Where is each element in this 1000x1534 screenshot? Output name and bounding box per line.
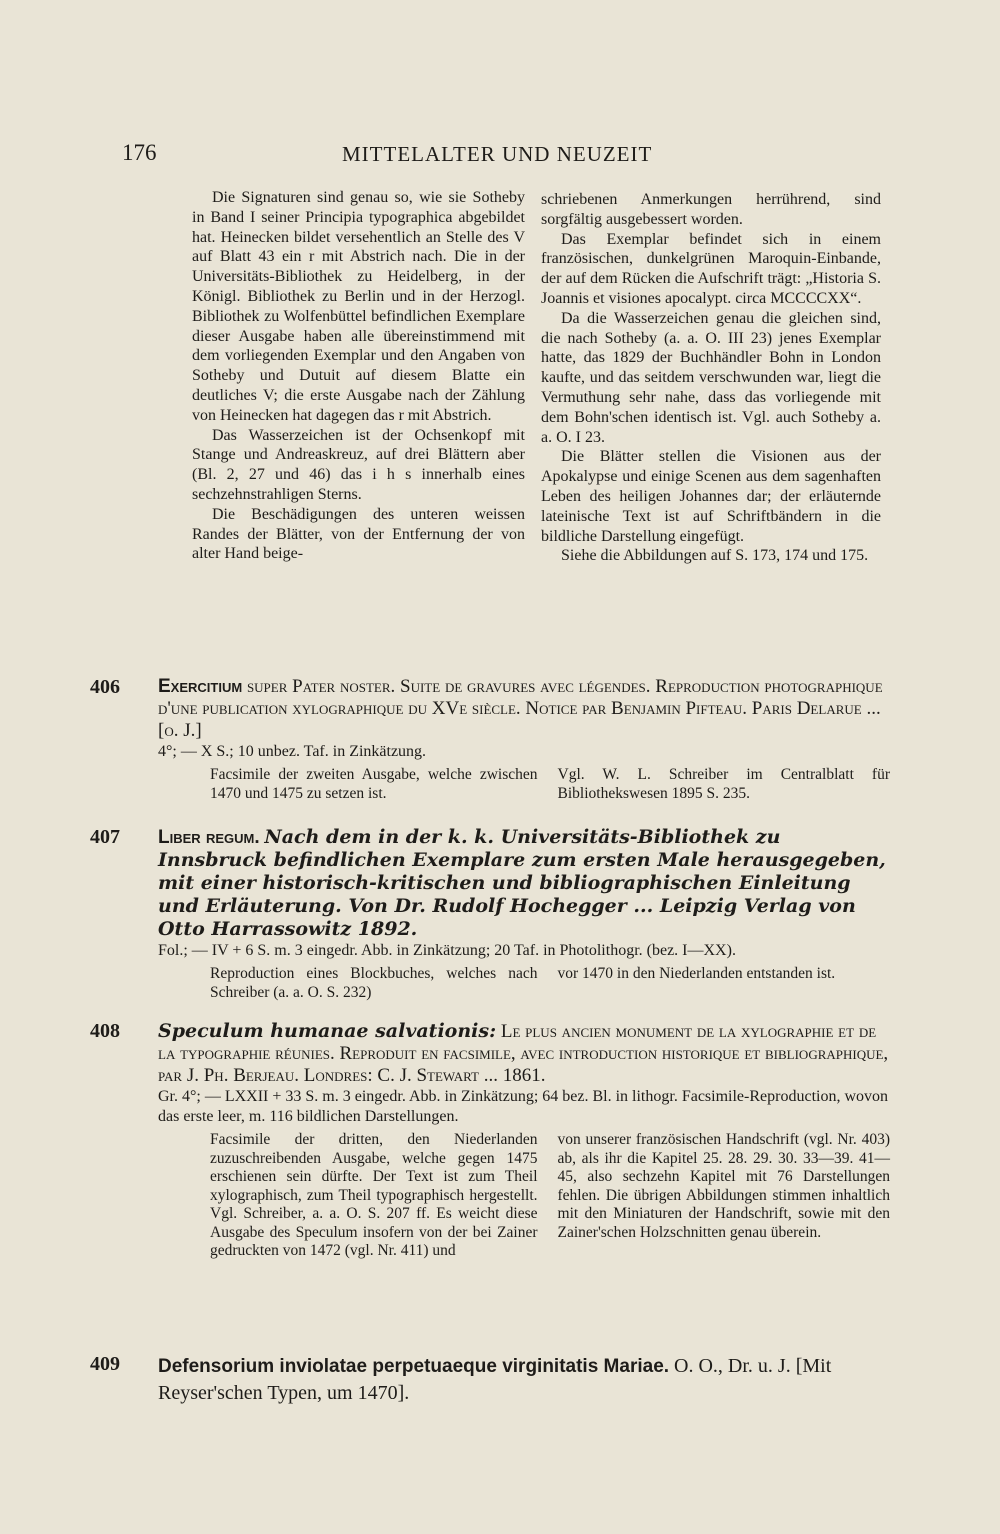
- entry-title-rest: Le plus ancien monument de la xylographie et de la typographie réunies. Reproduit en facsimile, avec introduction historique et bibliographique, par J. Ph. Berjeau. Londres: C. J. Stewart ... 1861.: [158, 1021, 889, 1086]
- note-left: Facsimile der dritten, den Niederlanden zuzuschreibenden Ausgabe, welche gegen 1475 erschienen sein dürfte. Der Text ist zum Theil xylographisch, zum Theil typographisch hergestellt. Vgl. Schreiber, a. a. O. S. 207 ff. Es weicht diese Ausgabe des Speculum insofern von der bei Zainer gedruckten von 1472 (vgl. Nr. 411) und: [210, 1131, 538, 1259]
- entry-imprint: Gr. 4°; — LXXII + 33 S. m. 3 eingedr. Abb. in Zinkätzung; 64 bez. Bl. in lithogr. Facsimile-Reproduction, wovon das erste leer, m. 116 bildlichen Darstellungen.: [158, 1088, 889, 1125]
- note-right: von unserer französischen Handschrift (vgl. Nr. 403) ab, als ihr die Kapitel 25. 28. 29. 30. 33—39. 41—45, also sechzehn Kapitel mit 76 Darstellungen fehlen. Die übrigen Abbildungen stimmen inhaltlich mit den Miniaturen der Handschrift, sowie mit den Zainer'schen Holzschnitten genau überein.: [557, 1131, 890, 1241]
- page-number: 176: [122, 140, 157, 165]
- left-column: [192, 188, 525, 564]
- paragraph: Die Signaturen sind genau so, wie sie Sotheby in Band I seiner Principia typographica abgebildet hat. Heinecken bildet versehentlich an Stelle des V auf Blatt 43 ein r mit Abstrich nach. Die in der Universitäts-Bibliothek zu Heidelberg, in der Königl. Bibliothek zu Berlin und in der Herzogl. Bibliothek zu Wolfenbüttel befindlichen Exemplare dieser Ausgabe haben alle übereinstimmend mit dem vorliegenden Exemplar und den Angaben von Sotheby und Dutuit auf diesem Blatte ein deutliches V; die erste Ausgabe nach der Zählung von Heinecken hat dagegen das r mit Abstrich.: [192, 189, 525, 424]
- running-head: MITTELALTER UND NEUZEIT: [342, 142, 653, 166]
- entry-notes: [210, 1131, 890, 1261]
- note-right: Vgl. W. L. Schreiber im Centralblatt für Bibliothekswesen 1895 S. 235.: [557, 766, 890, 802]
- entry-title-rest: Nach dem in der k. k. Universitäts-Bibliothek zu Innsbruck befindlichen Exemplare zum ersten Male herausgegeben, mit einer historisch-kritischen und bibliographischen Einleitung und Erläuterung. Von Dr. Rudolf Hochegger ... Leipzig Verlag von Otto Harrassowitz 1892.: [158, 826, 886, 940]
- entry-number: 409: [90, 1353, 120, 1375]
- entry-title-main: Liber regum.: [158, 827, 260, 848]
- paragraph: Die Blätter stellen die Visionen aus der Apokalypse und einige Scenen aus dem sagenhaften Leben des heiligen Johannes dar; der erläuternde lateinische Text ist auf Schriftbändern in die bildliche Darstellung eingefügt.: [541, 448, 881, 545]
- entry-title-main: Speculum humanae salvationis:: [158, 1020, 497, 1042]
- entry-title: [158, 676, 890, 742]
- paragraph: Das Wasserzeichen ist der Ochsenkopf mit Stange und Andreaskreuz, auf drei Blättern aber (Bl. 2, 27 und 46) das i h s innerhalb eines sechzehnstrahligen Sterns.: [192, 426, 525, 503]
- note-right: vor 1470 in den Niederlanden entstanden ist.: [557, 965, 836, 982]
- entry-notes: [210, 766, 890, 803]
- note-left: Facsimile der zweiten Ausgabe, welche zwischen 1470 und 1475 zu setzen ist.: [210, 766, 538, 802]
- entry-number: 408: [90, 1020, 120, 1042]
- paragraph: Da die Wasserzeichen genau die gleichen sind, die nach Sotheby (a. a. O. III 23) jenes Exemplar hatte, das 1829 der Buchhändler Bohn in London kaufte, und das seitdem verschwunden war, liegt die Vermuthung sehr nahe, dass das vorliegende mit dem Bohn'schen identisch ist. Vgl. auch Sotheby a. a. O. I 23.: [541, 309, 881, 446]
- paragraph: Siehe die Abbildungen auf S. 173, 174 und 175.: [561, 547, 869, 565]
- entry-title: [158, 826, 890, 941]
- entry-notes: [210, 965, 890, 1002]
- entry-title-rest: O. O., Dr. u. J. [Mit Reyser'schen Typen, um 1470].: [158, 1355, 832, 1404]
- entry-title-main: Exercitium: [158, 676, 243, 697]
- entry-title: [158, 1353, 890, 1406]
- entry-number: 406: [90, 676, 120, 698]
- note-left: Reproduction eines Blockbuches, welches nach Schreiber (a. a. O. S. 232): [210, 965, 538, 1001]
- entry-number: 407: [90, 826, 120, 848]
- catalog-entry-408: [90, 1020, 890, 1261]
- catalog-entry-409: [90, 1353, 890, 1406]
- entry-title-main: Defensorium inviolatae perpetuaeque virginitatis Mariae.: [158, 1356, 670, 1377]
- catalog-entry-407: [90, 826, 890, 1002]
- entry-title-rest: super Pater noster. Suite de gravures avec légendes. Reproduction photographique d'une publication xylographique du XVe siècle. Notice par Benjamin Pifteau. Paris Delarue ... [o. J.]: [158, 676, 883, 741]
- entry-title: [158, 1020, 890, 1087]
- entry-imprint: 4°; — X S.; 10 unbez. Taf. in Zinkätzung.: [158, 743, 427, 760]
- catalog-entry-406: [90, 676, 890, 803]
- entry-imprint: Fol.; — IV + 6 S. m. 3 eingedr. Abb. in Zinkätzung; 20 Taf. in Photolithogr. (bez. I—XX).: [158, 942, 736, 959]
- right-column: [541, 190, 881, 566]
- paragraph: Das Exemplar befindet sich in einem französischen, dunkelgrünen Maroquin-Einbande, der auf dem Rücken die Aufschrift trägt: „Historia S. Joannis et visiones apocalypt. circa MCCCCXX“.: [541, 230, 881, 307]
- paragraph: schriebenen Anmerkungen herrührend, sind sorgfältig ausgebessert worden.: [541, 191, 881, 228]
- paragraph: Die Beschädigungen des unteren weissen Randes der Blätter, von der Entfernung der von alter Hand beige-: [192, 505, 525, 563]
